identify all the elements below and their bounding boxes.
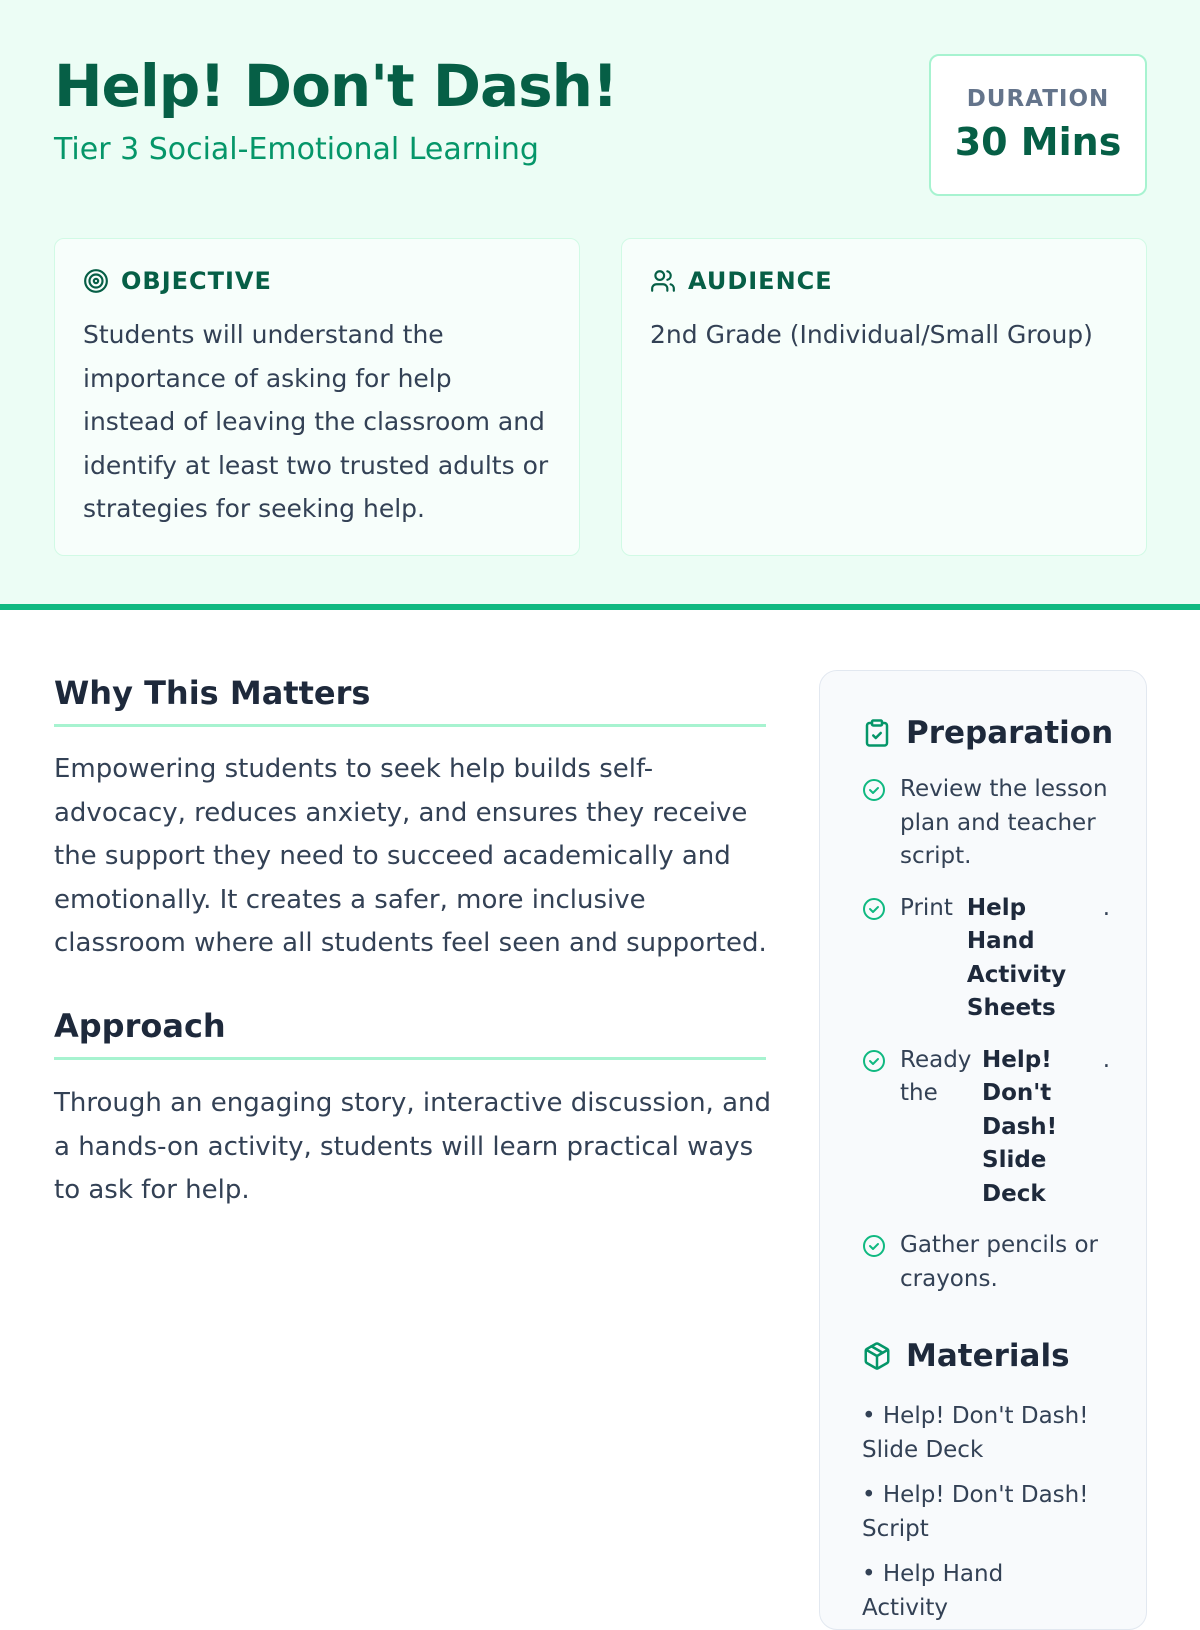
why-heading: Why This Matters — [54, 674, 371, 712]
prep-item-prefix: Print — [900, 894, 953, 921]
why-text: Empowering students to seek help builds self-advocacy, reduces anxiety, and ensures they receive the support they need to succeed academically and emotionally. It creates a safer, more inclusive classroom where all students feel seen and supported. — [54, 754, 767, 958]
page-subtitle: Tier 3 Social-Emotional Learning — [54, 132, 539, 167]
list-item: • Help Hand Activity — [862, 1561, 1004, 1621]
check-circle-icon — [862, 778, 886, 802]
approach-divider — [54, 1057, 766, 1060]
prep-item-text: Review the lesson plan and teacher script. — [900, 776, 1108, 869]
prep-item-text: Gather pencils or crayons. — [900, 1232, 1099, 1292]
list-item: • Help! Don't Dash! Slide Deck — [862, 1403, 1089, 1463]
duration-value: 30 Mins — [954, 120, 1122, 164]
objective-title: OBJECTIVE — [121, 267, 272, 295]
check-circle-icon — [862, 897, 886, 921]
materials-title: Materials — [906, 1338, 1070, 1374]
materials-list — [862, 1400, 1114, 1625]
list-item: • Help! Don't Dash! Script — [862, 1482, 1089, 1542]
list-item — [862, 892, 1114, 1026]
prep-item-suffix: . — [1102, 894, 1110, 921]
preparation-title: Preparation — [906, 715, 1114, 751]
prep-item-text — [900, 1044, 1110, 1212]
prep-item-resource: Help! Don't Dash! Slide Deck — [982, 1046, 1058, 1207]
list-item — [862, 1044, 1114, 1212]
audience-text: 2nd Grade (Individual/Small Group) — [650, 320, 1093, 349]
list-item — [862, 1229, 1114, 1296]
list-item — [862, 773, 1114, 874]
duration-badge — [929, 54, 1147, 196]
why-divider — [54, 724, 766, 727]
target-icon — [83, 268, 109, 294]
approach-text: Through an engaging story, interactive discussion, and a hands-on activity, students will learn practical ways to ask for help. — [54, 1088, 771, 1205]
approach-heading: Approach — [54, 1007, 226, 1045]
objective-text: Students will understand the importance of asking for help instead of leaving the classroom and identify at least two trusted adults or strategies for seeking help. — [83, 320, 549, 523]
package-icon — [862, 1341, 892, 1371]
duration-label: DURATION — [966, 86, 1110, 112]
prep-item-text — [900, 892, 1110, 1026]
lesson-header — [0, 0, 1200, 610]
users-icon — [650, 268, 676, 294]
clipboard-check-icon — [862, 718, 892, 748]
page-title: Help! Don't Dash! — [54, 52, 618, 120]
audience-card — [621, 238, 1147, 556]
prep-item-suffix: . — [1102, 1046, 1110, 1073]
prep-item-prefix: Ready the — [900, 1046, 972, 1106]
sidebar — [819, 670, 1147, 1630]
objective-card — [54, 238, 580, 556]
check-circle-icon — [862, 1049, 886, 1073]
materials-header — [862, 1334, 1114, 1378]
check-circle-icon — [862, 1234, 886, 1258]
preparation-header — [862, 711, 1114, 755]
prep-item-resource: Help Hand Activity Sheets — [966, 894, 1067, 1021]
preparation-list — [862, 773, 1114, 1296]
audience-title: AUDIENCE — [688, 267, 833, 295]
